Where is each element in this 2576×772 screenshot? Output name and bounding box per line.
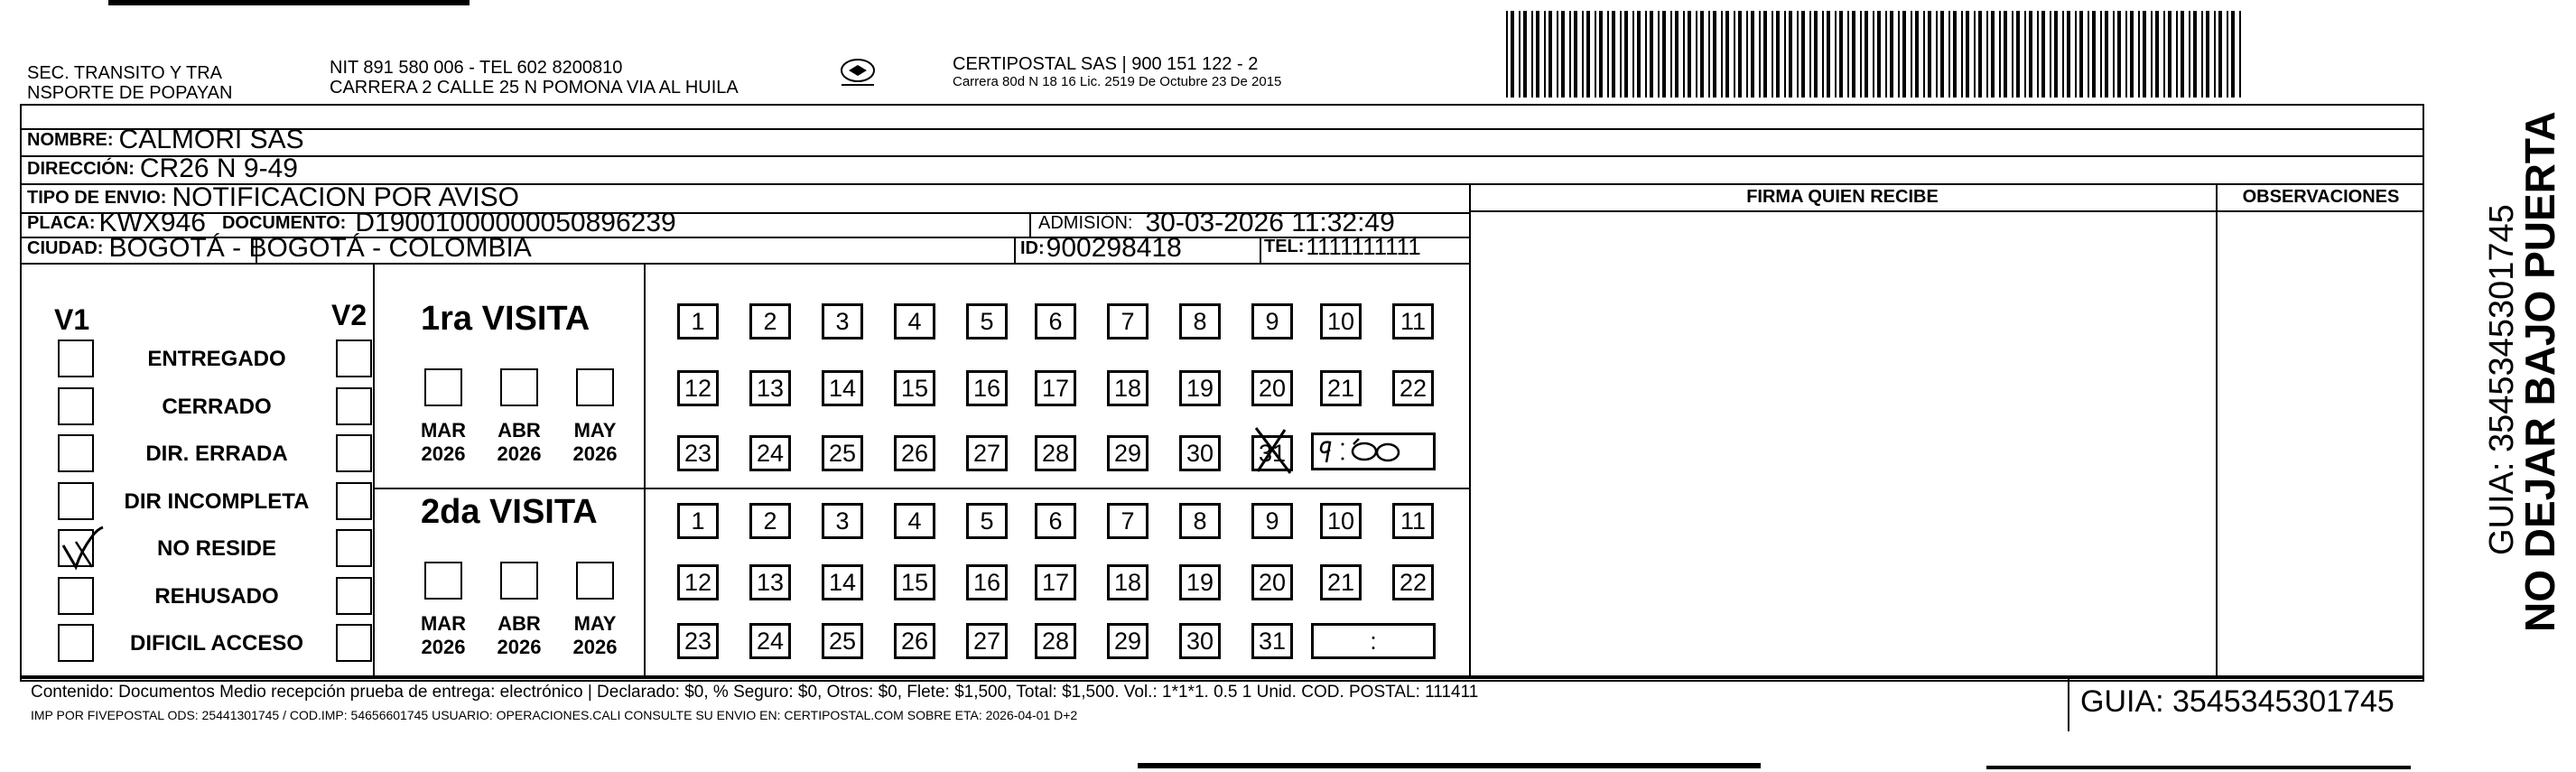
second-visit-day-11[interactable]: 11 — [1392, 503, 1434, 539]
barcode-bar — [1822, 11, 1824, 98]
barcode-bar — [1688, 11, 1691, 98]
barcode-bar — [1544, 11, 1546, 98]
barcode-bar — [1839, 11, 1843, 98]
second-visit-day-8[interactable]: 8 — [1179, 503, 1221, 539]
second-visit-day-10[interactable]: 10 — [1320, 503, 1362, 539]
footer-line2: IMP POR FIVEPOSTAL ODS: 25441301745 / COD.IMP: 54656601745 USUARIO: OPERACIONES.CALI CONSULTE SU ENVIO EN: CERTIPOSTAL.COM SOBRE ETA: 2026-04-01 D+2 — [31, 708, 1078, 722]
tel-value: 1111111111 — [1306, 233, 1421, 260]
status-label-cerrado: CERRADO — [162, 395, 272, 419]
first-visit-day-28[interactable]: 28 — [1035, 435, 1076, 471]
barcode-bar — [2050, 11, 2051, 98]
barcode-bar — [2138, 11, 2140, 98]
barcode-bar — [1738, 11, 1742, 98]
first-visit-month-label-may: MAY 2026 — [572, 419, 618, 465]
barcode-bar — [1751, 11, 1754, 98]
barcode-bar — [1948, 11, 1950, 98]
barcode-bar — [1827, 11, 1830, 98]
first-visit-day-15[interactable]: 15 — [894, 370, 935, 406]
barcode-bar — [1852, 11, 1855, 98]
barcode-bar — [1670, 11, 1672, 98]
barcode-bar — [1860, 11, 1862, 98]
second-visit-day-30[interactable]: 30 — [1179, 623, 1221, 659]
barcode-bar — [2239, 11, 2241, 98]
bottom-edge-line-1 — [1138, 763, 1761, 768]
company-line: CERTIPOSTAL SAS | 900 151 122 - 2 — [953, 54, 1259, 74]
sender-contact-block — [330, 58, 739, 98]
col-line-obs — [2216, 183, 2218, 675]
company-address: Carrera 80d N 18 16 Lic. 2519 De Octubre 23 De 2015 — [953, 74, 1282, 89]
barcode-bar — [1898, 11, 1900, 98]
second-visit-day-17[interactable]: 17 — [1035, 564, 1076, 600]
certipostal-logo — [838, 58, 878, 88]
barcode-bar — [1801, 11, 1805, 98]
barcode-bar — [1607, 11, 1609, 98]
barcode-bar — [2214, 11, 2216, 98]
first-visit-day-13[interactable]: 13 — [749, 370, 791, 406]
barcode-bar — [1586, 11, 1590, 98]
first-visit-day-30[interactable]: 30 — [1179, 435, 1221, 471]
barcode-bar — [2143, 11, 2146, 98]
barcode-bar — [1890, 11, 1893, 98]
barcode-bar — [2163, 11, 2165, 98]
barcode-bar — [1658, 11, 1660, 98]
first-visit-day-14[interactable]: 14 — [822, 370, 863, 406]
barcode-bar — [2075, 11, 2077, 98]
barcode-bar — [2125, 11, 2127, 98]
second-visit-day-21[interactable]: 21 — [1320, 564, 1362, 600]
first-visit-day-17[interactable]: 17 — [1035, 370, 1076, 406]
barcode-bar — [2206, 11, 2209, 98]
second-visit-day-15[interactable]: 15 — [894, 564, 935, 600]
first-visit-day-5[interactable]: 5 — [966, 303, 1008, 339]
barcode-bar — [2113, 11, 2115, 98]
barcode-bar — [1999, 11, 2001, 98]
first-visit-month-label-abr: ABR 2026 — [497, 419, 542, 465]
barcode-bar — [1835, 11, 1837, 98]
admision-value: 30-03-2026 11:32:49 — [1145, 208, 1395, 237]
barcode-bar — [2037, 11, 2039, 98]
second-visit-day-23[interactable]: 23 — [677, 623, 719, 659]
barcode-bar — [1928, 11, 1931, 98]
nombre-row — [27, 125, 304, 155]
first-visit-day-2[interactable]: 2 — [749, 303, 791, 339]
footer-guia-divider — [2068, 677, 2069, 731]
address-line: CARRERA 2 CALLE 25 N POMONA VIA AL HUILA — [330, 78, 739, 98]
barcode-bar — [1763, 11, 1767, 98]
barcode-bar — [1721, 11, 1723, 98]
barcode-bar — [1700, 11, 1704, 98]
barcode-bar — [1797, 11, 1799, 98]
barcode-bar — [2105, 11, 2108, 98]
first-visit-day-1[interactable]: 1 — [677, 303, 719, 339]
barcode-bar — [1953, 11, 1957, 98]
nombre-label: NOMBRE: — [27, 129, 114, 150]
status-label-dir-errada: DIR. ERRADA — [145, 442, 288, 466]
first-visit-day-31-cross — [1251, 424, 1305, 477]
second-visit-day-28[interactable]: 28 — [1035, 623, 1076, 659]
id-divider — [1014, 237, 1016, 263]
barcode-bar — [1776, 11, 1780, 98]
barcode-bar — [1675, 11, 1679, 98]
second-visit-month-label-abr: ABR 2026 — [497, 612, 542, 658]
barcode-bar — [2092, 11, 2096, 98]
second-visit-month-label-may: MAY 2026 — [572, 612, 618, 658]
second-visit-day-14[interactable]: 14 — [822, 564, 863, 600]
barcode-bar — [1557, 11, 1558, 98]
first-visit-day-31[interactable]: 31 — [1251, 435, 1293, 471]
barcode-bar — [2054, 11, 2058, 98]
footer-line1: Contenido: Documentos Medio recepción prueba de entrega: electrónico | Declarado: $0, % Seguro: $0, Otros: $0, Flete: $1,500, Total: $1,500. Vol.: 1*1*1. 0.5 1 Unid. COD. POSTAL: 111411 — [31, 683, 1479, 702]
second-visit-day-27[interactable]: 27 — [966, 623, 1008, 659]
barcode-bar — [1936, 11, 1938, 98]
barcode-bar — [1645, 11, 1647, 98]
barcode-bar — [2176, 11, 2178, 98]
first-visit-day-11[interactable]: 11 — [1392, 303, 1434, 339]
barcode-bar — [2016, 11, 2020, 98]
id-value: 900298418 — [1046, 233, 1182, 263]
barcode-bar — [1911, 11, 1912, 98]
barcode-bar — [1772, 11, 1773, 98]
barcode-bar — [2079, 11, 2083, 98]
row-line-footer — [20, 677, 2424, 679]
barcode-bar — [2193, 11, 2197, 98]
row-line-3b — [1469, 183, 2424, 185]
barcode-bar — [1814, 11, 1818, 98]
barcode-bar — [2067, 11, 2070, 98]
tel-label: TEL: — [1264, 237, 1305, 256]
v2-label: V2 — [331, 299, 367, 331]
barcode-bar — [2024, 11, 2026, 98]
company-block — [953, 54, 1281, 90]
nit-line: NIT 891 580 006 - TEL 602 8200810 — [330, 58, 623, 78]
barcode-bar — [2218, 11, 2222, 98]
col-line-firma — [1469, 183, 1471, 675]
second-visit-day-13[interactable]: 13 — [749, 564, 791, 600]
second-visit-day-25[interactable]: 25 — [822, 623, 863, 659]
tel-row — [1264, 233, 1421, 261]
second-visit-title: 2da VISITA — [421, 493, 598, 531]
first-visit-day-3[interactable]: 3 — [822, 303, 863, 339]
first-visit-day-22[interactable]: 22 — [1392, 370, 1434, 406]
barcode-bar — [1582, 11, 1584, 98]
second-visit-day-time[interactable]: : — [1311, 623, 1436, 659]
barcode-bar — [1612, 11, 1615, 98]
direccion-label: DIRECCIÓN: — [27, 158, 135, 179]
top-edge-line — [108, 0, 470, 5]
first-visit-day-18[interactable]: 18 — [1107, 370, 1149, 406]
bottom-edge-line-2 — [1986, 766, 2411, 769]
barcode-bar — [2100, 11, 2102, 98]
direccion-row — [27, 153, 298, 184]
barcode-bar — [1865, 11, 1868, 98]
barcode-bar — [1713, 11, 1716, 98]
barcode-bar — [1734, 11, 1735, 98]
second-visit-day-4[interactable]: 4 — [894, 503, 935, 539]
placa-label: PLACA: — [27, 212, 96, 233]
first-visit-day-7[interactable]: 7 — [1107, 303, 1149, 339]
second-visit-day-19[interactable]: 19 — [1179, 564, 1221, 600]
no-dejar-bajo-puerta: NO DEJAR BAJO PUERTA — [2516, 111, 2563, 632]
second-visit-day-31[interactable]: 31 — [1251, 623, 1293, 659]
barcode-bar — [2231, 11, 2235, 98]
id-label: ID: — [1020, 237, 1045, 258]
status-label-dificil-acceso: DIFICIL ACCESO — [129, 631, 303, 656]
second-visit-day-2[interactable]: 2 — [749, 503, 791, 539]
barcode-bar — [2201, 11, 2203, 98]
status-label-entregado: ENTREGADO — [147, 347, 286, 371]
first-visit-day-10[interactable]: 10 — [1320, 303, 1362, 339]
observaciones-header: OBSERVACIONES — [2242, 187, 2400, 207]
barcode-bar — [1662, 11, 1666, 98]
v1-no-reside-check-mark — [56, 524, 110, 578]
first-visit-day-16[interactable]: 16 — [966, 370, 1008, 406]
first-visit-month-box-mar[interactable] — [424, 368, 462, 406]
second-visit-month-box-mar[interactable] — [424, 562, 462, 600]
handwritten-time-icon — [1314, 435, 1433, 468]
row-line-7 — [1469, 210, 2424, 212]
second-visit-month-box-may[interactable] — [576, 562, 614, 600]
barcode-bar — [1650, 11, 1653, 98]
barcode-bar — [2181, 11, 2184, 98]
first-visit-day-29[interactable]: 29 — [1107, 435, 1149, 471]
first-visit-day-4[interactable]: 4 — [894, 303, 935, 339]
barcode-bar — [2155, 11, 2159, 98]
sender-line2: NSPORTE DE POPAYAN — [27, 83, 233, 103]
barcode-bar — [1847, 11, 1849, 98]
barcode-bar — [2062, 11, 2064, 98]
barcode-bar — [1595, 11, 1596, 98]
second-visit-day-29[interactable]: 29 — [1107, 623, 1149, 659]
first-visit-day-8[interactable]: 8 — [1179, 303, 1221, 339]
ciudad-value: BOGOTÁ - BOGOTÁ - COLOMBIA — [108, 233, 532, 263]
barcode-bar — [1561, 11, 1565, 98]
tipo-value: NOTIFICACION POR AVISO — [172, 182, 519, 212]
row-line-2 — [20, 155, 2424, 157]
ciudad-row — [27, 233, 532, 264]
second-visit-day-20[interactable]: 20 — [1251, 564, 1293, 600]
barcode-bar — [1961, 11, 1963, 98]
status-label-dir-incompleta: DIR INCOMPLETA — [124, 489, 310, 514]
first-visit-day-25[interactable]: 25 — [822, 435, 863, 471]
barcode-bar — [1986, 11, 1988, 98]
barcode-bar — [1915, 11, 1919, 98]
barcode-bar — [1574, 11, 1577, 98]
second-visit-month-label-mar: MAR 2026 — [420, 612, 467, 658]
barcode-bar — [1978, 11, 1982, 98]
first-visit-month-box-may[interactable] — [576, 368, 614, 406]
barcode-bar — [2130, 11, 2134, 98]
ciudad-label: CIUDAD: — [27, 237, 104, 258]
first-visit-day-23[interactable]: 23 — [677, 435, 719, 471]
barcode-bar — [2041, 11, 2045, 98]
second-visit-day-1[interactable]: 1 — [677, 503, 719, 539]
barcode-bar — [2151, 11, 2153, 98]
second-visit-day-24[interactable]: 24 — [749, 623, 791, 659]
col-line-months — [644, 263, 646, 675]
second-visit-day-16[interactable]: 16 — [966, 564, 1008, 600]
barcode-bar — [1531, 11, 1533, 98]
first-visit-day-9[interactable]: 9 — [1251, 303, 1293, 339]
first-visit-title: 1ra VISITA — [421, 300, 591, 338]
barcode-bar — [1966, 11, 1969, 98]
barcode-bar — [1873, 11, 1874, 98]
second-visit-day-9[interactable]: 9 — [1251, 503, 1293, 539]
barcode-bar — [1725, 11, 1729, 98]
tel-divider — [1260, 237, 1261, 263]
id-row — [1020, 233, 1182, 264]
barcode-bar — [1519, 11, 1520, 98]
barcode-bar — [1620, 11, 1622, 98]
barcode-bar — [1632, 11, 1634, 98]
barcode-bar — [2189, 11, 2190, 98]
barcode-bar — [1708, 11, 1710, 98]
barcode-bar — [1511, 11, 1514, 98]
barcode-bar — [1902, 11, 1906, 98]
barcode-bar — [2004, 11, 2007, 98]
firma-header: FIRMA QUIEN RECIBE — [1746, 187, 1939, 207]
second-visit-day-6[interactable]: 6 — [1035, 503, 1076, 539]
v1-label: V1 — [54, 303, 90, 336]
first-visit-day-19[interactable]: 19 — [1179, 370, 1221, 406]
barcode-bar — [1637, 11, 1641, 98]
first-visit-day-21[interactable]: 21 — [1320, 370, 1362, 406]
first-visit-day-12[interactable]: 12 — [677, 370, 719, 406]
second-visit-day-12[interactable]: 12 — [677, 564, 719, 600]
barcode-bar — [1991, 11, 1995, 98]
status-label-rehusado: REHUSADO — [154, 584, 279, 609]
barcode-bar — [1974, 11, 1976, 98]
barcode-bar — [1746, 11, 1748, 98]
barcode — [1506, 11, 2244, 98]
second-visit-day-18[interactable]: 18 — [1107, 564, 1149, 600]
first-visit-day-24[interactable]: 24 — [749, 435, 791, 471]
sender-block — [27, 63, 232, 103]
barcode-bar — [2088, 11, 2089, 98]
second-visit-day-5[interactable]: 5 — [966, 503, 1008, 539]
side-guia: GUIA: 3545345301745 — [2483, 204, 2521, 555]
barcode-bar — [2012, 11, 2013, 98]
barcode-bar — [2029, 11, 2032, 98]
nombre-value: CALMORI SAS — [118, 125, 304, 154]
direccion-value: CR26 N 9-49 — [139, 153, 298, 183]
second-visit-day-26[interactable]: 26 — [894, 623, 935, 659]
barcode-bar — [1923, 11, 1925, 98]
barcode-bar — [1536, 11, 1539, 98]
status-label-no-reside: NO RESIDE — [156, 536, 277, 561]
tipo-label: TIPO DE ENVIO: — [27, 187, 167, 208]
documento-label: DOCUMENTO: — [221, 212, 347, 233]
first-visit-day-26[interactable]: 26 — [894, 435, 935, 471]
barcode-bar — [1789, 11, 1792, 98]
second-visit-day-7[interactable]: 7 — [1107, 503, 1149, 539]
footer-guia: GUIA: 3545345301745 — [2080, 684, 2395, 719]
barcode-bar — [2227, 11, 2228, 98]
barcode-bar — [1523, 11, 1527, 98]
first-visit-month-box-abr[interactable] — [500, 368, 538, 406]
barcode-bar — [1759, 11, 1761, 98]
documento-value: D19001000000050896239 — [355, 208, 676, 237]
first-visit-day-20[interactable]: 20 — [1251, 370, 1293, 406]
sender-line1: SEC. TRANSITO Y TRA — [27, 63, 222, 83]
barcode-bar — [1809, 11, 1811, 98]
visit-divider — [373, 488, 1469, 489]
barcode-bar — [1877, 11, 1881, 98]
barcode-bar — [1885, 11, 1887, 98]
barcode-bar — [2117, 11, 2121, 98]
barcode-bar — [2168, 11, 2171, 98]
first-visit-time-box — [1311, 433, 1436, 470]
admision-label: ADMISIÓN: — [1038, 212, 1133, 233]
second-visit-month-box-abr[interactable] — [500, 562, 538, 600]
first-visit-month-label-mar: MAR 2026 — [420, 419, 467, 465]
barcode-bar — [1599, 11, 1603, 98]
col-line-status — [373, 263, 375, 675]
barcode-bar — [1940, 11, 1944, 98]
barcode-bar — [1784, 11, 1786, 98]
row-line-1 — [20, 128, 2424, 130]
barcode-bar — [1696, 11, 1697, 98]
second-visit-day-22[interactable]: 22 — [1392, 564, 1434, 600]
barcode-bar — [1569, 11, 1571, 98]
barcode-bar — [1683, 11, 1685, 98]
second-visit-day-3[interactable]: 3 — [822, 503, 863, 539]
placa-value: KWX946 — [98, 208, 206, 237]
first-visit-day-6[interactable]: 6 — [1035, 303, 1076, 339]
barcode-bar — [1548, 11, 1552, 98]
first-visit-day-27[interactable]: 27 — [966, 435, 1008, 471]
barcode-bar — [1506, 11, 1508, 98]
barcode-bar — [1624, 11, 1628, 98]
